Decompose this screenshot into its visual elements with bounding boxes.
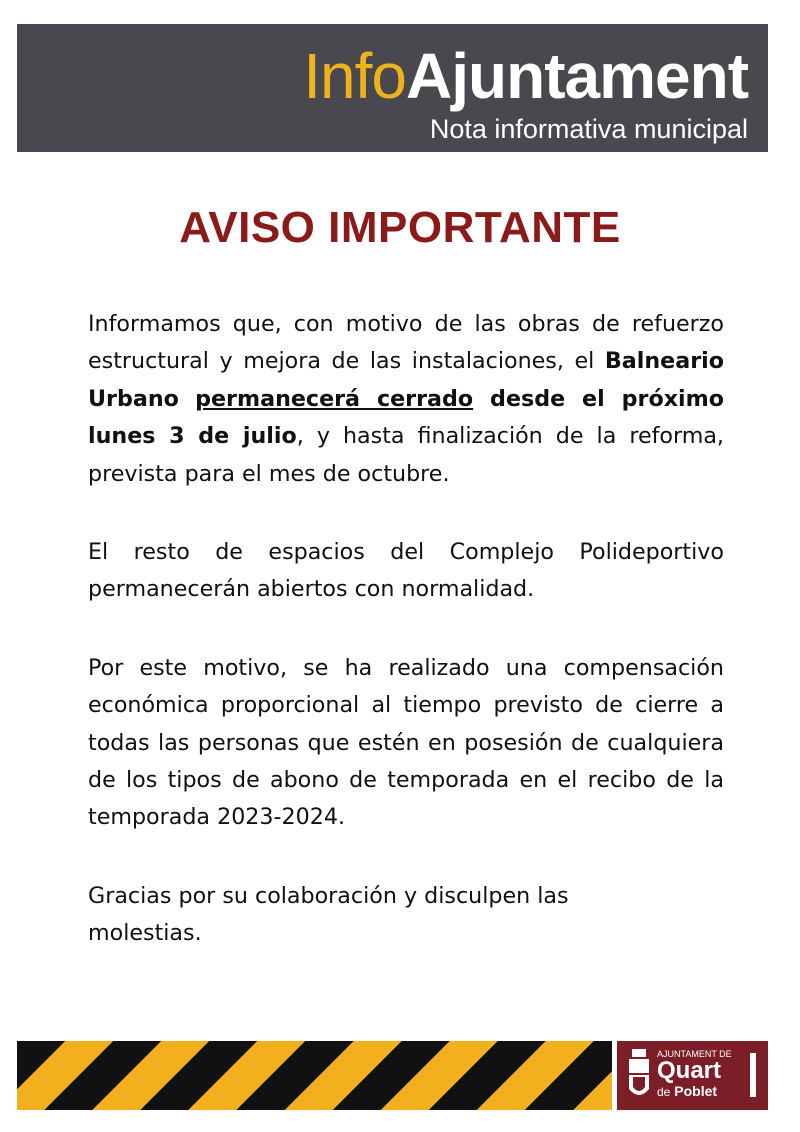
logo-line3-de: de: [657, 1085, 671, 1099]
page-title: AVISO IMPORTANTE: [179, 203, 621, 252]
closure-status: permanecerá cerrado: [195, 385, 474, 412]
p1-space: [179, 386, 195, 412]
paragraph-closure: [88, 306, 724, 493]
logo-text: [657, 1049, 732, 1100]
p1-text-f: , y hasta finalización de la reforma, prevista para el mes de octubre.: [88, 423, 724, 487]
notice-body: [88, 306, 724, 994]
brand-ajuntament-text: Ajuntament: [406, 40, 748, 112]
logo-line3: [657, 1083, 732, 1100]
paragraph-open-spaces: El resto de espacios del Complejo Polideportivo permanecerán abiertos con normalidad.: [88, 539, 724, 603]
crest-icon: [627, 1049, 651, 1101]
brand-logo: [303, 40, 748, 112]
municipal-logo: [617, 1041, 768, 1110]
hazard-stripes: [17, 1041, 612, 1110]
p1-text-a: Informamos que, con motivo de las obras de refuerzo estructural y mejora de las instalaciones, el: [88, 311, 724, 375]
logo-bar: [750, 1053, 756, 1097]
header-banner: [17, 24, 768, 152]
logo-line2: Quart: [657, 1057, 722, 1084]
closure-date: desde el próximo lunes 3 de julio: [88, 385, 724, 450]
brand-info-text: Info: [303, 40, 406, 112]
logo-line3-poblet: Poblet: [674, 1083, 718, 1099]
header-subtitle: Nota informativa municipal: [429, 114, 748, 144]
paragraph-thanks: Gracias por su colaboración y disculpen las molestias.: [88, 882, 569, 947]
paragraph-compensation: Por este motivo, se ha realizado una compensación económica proporcional al tiempo previsto de cierre a todas las personas que estén en posesión de cualquiera de los tipos de abono de temporada en el recibo de la temporada 2023-2024.: [88, 654, 724, 831]
facility-name: Balneario Urbano: [88, 348, 724, 412]
logo-line1: AJUNTAMENT DE: [657, 1049, 732, 1059]
